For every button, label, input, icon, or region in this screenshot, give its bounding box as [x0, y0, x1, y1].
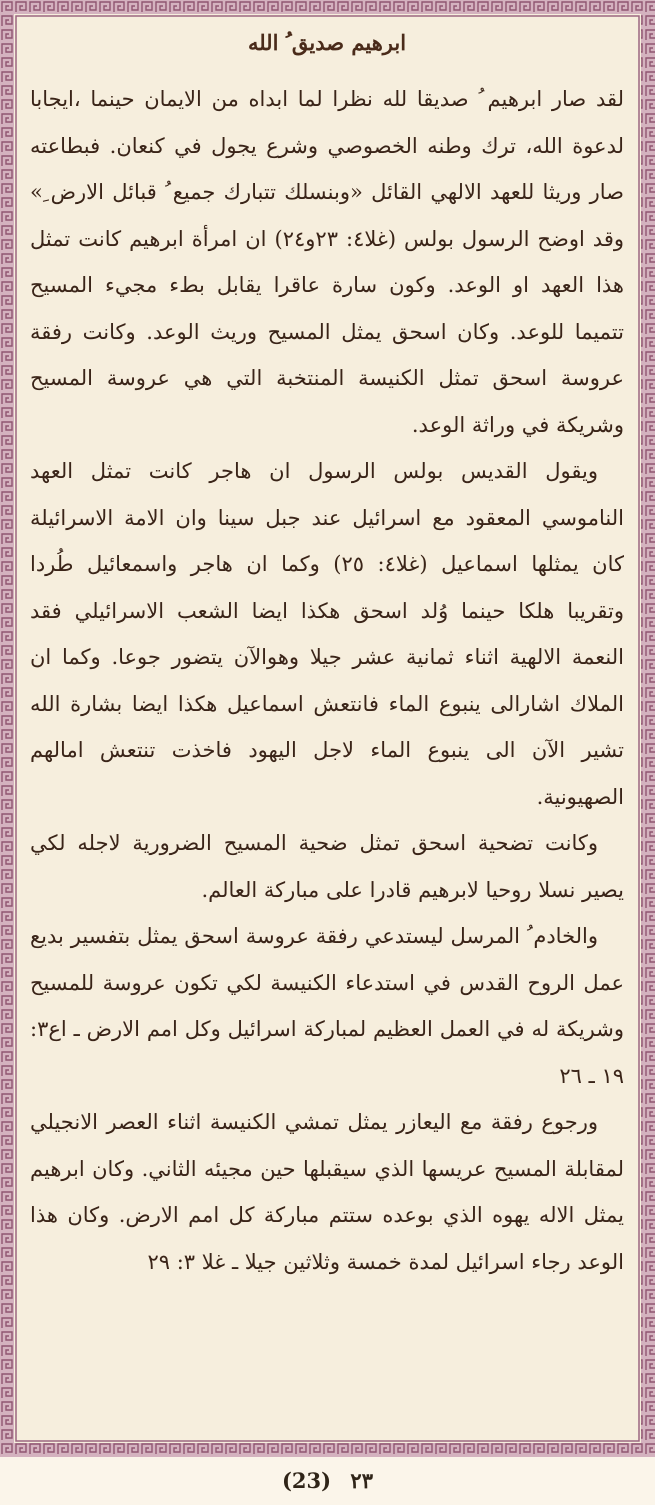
page-content	[30, 22, 624, 1427]
paragraph-1: لقد صار ابرهيم ُ صديقا لله نظرا لما ابداه من الايمان حينما ،ايجابا لدعوة الله، ترك وطنه الخصوصي وشرع يجول في كنعان. فبطاعته صار وريثا للعهد الالهي القائل «وبنسلك تتبارك جميع ُ قبائل الارض ِ» وقد اوضح الرسول بولس (غلا٤: ٢٣و٢٤) ان امرأة ابرهيم كانت تمثل هذا العهد او الوعد. وكون سارة عاقرا يقابل بطء مجيء المسيح تتميما للوعد. وكان اسحق يمثل المسيح وريث الوعد. وكانت رفقة عروسة اسحق تمثل الكنيسة المنتخبة التي هي عروسة المسيح وشريكة في وراثة الوعد.	[30, 87, 624, 437]
paragraph-5: ورجوع رفقة مع اليعازر يمثل تمشي الكنيسة اثناء العصر الانجيلي لمقابلة المسيح عريسها الذي سيقبلها حين مجيئه الثاني. وكان ابرهيم يمثل الاله يهوه الذي بوعده ستتم مباركة كل امم الارض. وكان هذا الوعد رجاء اسرائيل لمدة خمسة وثلاثين جيلا ـ غلا ٣: ٢٩	[30, 1110, 624, 1274]
page-number-arabic: ٢٣	[350, 1468, 373, 1493]
page-number-latin: (23)	[282, 1468, 332, 1493]
paragraph-2: ويقول القديس بولس الرسول ان هاجر كانت تمثل العهد الناموسي المعقود مع اسرائيل عند جبل سينا وان الامة الاسرائيلة كان يمثلها اسماعيل (غلا٤: ٢٥) وكما ان هاجر واسمعائيل طُردا وتقريبا هلكا حينما وُلد اسحق هكذا ايضا الشعب الاسرائيلي فقد النعمة الالهية اثناء ثمانية عشر جيلا وهوالآن يتضور جوعا. وكما ان الملاك اشارالى ينبوع الماء فانتعش اسماعيل هكذا ايضا بشارة الله تشير الآن الى ينبوع الماء لاجل اليهود فاخذت تنتعش امالهم الصهيونية.	[30, 459, 624, 809]
paragraph-3: وكانت تضحية اسحق تمثل ضحية المسيح الضرورية لاجله لكي يصير نسلا روحيا لابرهيم قادرا على مباركة العالم.	[30, 831, 624, 902]
page-footer	[0, 1457, 655, 1505]
paragraph-4: والخادم ُ المرسل ليستدعي رفقة عروسة اسحق يمثل بتفسير بديع عمل الروح القدس في استدعاء الكنيسة لكي تكون عروسة للمسيح وشريكة له في العمل العظيم لمباركة اسرائيل وكل امم الارض ـ اع٣: ١٩ ـ ٢٦	[30, 924, 624, 1088]
page-title: ابرهيم صديق ُ الله	[247, 30, 407, 55]
